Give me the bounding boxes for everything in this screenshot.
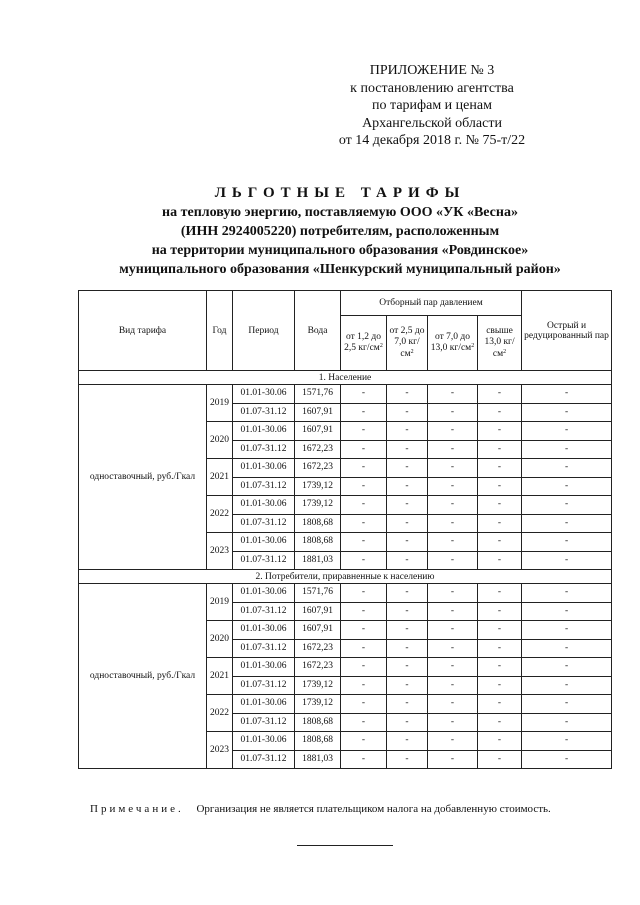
steam-value-cell: - <box>428 440 478 459</box>
steam-value-cell: - <box>478 440 522 459</box>
period-cell: 01.01-30.06 <box>233 533 295 552</box>
steam-value-cell: - <box>478 750 522 769</box>
period-cell: 01.07-31.12 <box>233 477 295 496</box>
steam-value-cell: - <box>478 602 522 621</box>
steam-value-cell: - <box>387 713 428 732</box>
steam-value-cell: - <box>387 440 428 459</box>
sharp-steam-value-cell: - <box>522 533 612 552</box>
title-line: на территории муниципального образования «Ровдинское» <box>151 243 529 258</box>
steam-value-cell: - <box>478 496 522 515</box>
year-cell: 2022 <box>207 496 233 533</box>
steam-value-cell: - <box>478 713 522 732</box>
header-sharp-steam: Острый и редуцированный пар <box>522 291 612 371</box>
steam-value-cell: - <box>428 602 478 621</box>
steam-value-cell: - <box>387 403 428 422</box>
year-cell: 2023 <box>207 533 233 570</box>
steam-value-cell: - <box>341 440 387 459</box>
header-water: Вода <box>295 291 341 371</box>
steam-value-cell: - <box>387 584 428 603</box>
year-cell: 2022 <box>207 695 233 732</box>
note-label: Примечание. <box>90 803 184 815</box>
section-row <box>79 570 612 584</box>
steam-value-cell: - <box>341 422 387 441</box>
steam-value-cell: - <box>428 403 478 422</box>
section-row <box>79 371 612 385</box>
header-steam-2: от 2,5 до 7,0 $кг/см^2$ <box>387 316 428 371</box>
appendix-block <box>302 62 562 150</box>
water-value-cell: 1808,68 <box>295 732 341 751</box>
sharp-steam-value-cell: - <box>522 440 612 459</box>
steam-value-cell: - <box>341 477 387 496</box>
sharp-steam-value-cell: - <box>522 621 612 640</box>
appendix-line: Архангельской области <box>362 115 502 131</box>
water-value-cell: 1672,23 <box>295 639 341 658</box>
water-value-cell: 1881,03 <box>295 551 341 570</box>
period-cell: 01.01-30.06 <box>233 621 295 640</box>
period-cell: 01.07-31.12 <box>233 551 295 570</box>
water-value-cell: 1739,12 <box>295 477 341 496</box>
steam-value-cell: - <box>341 713 387 732</box>
steam-value-cell: - <box>387 422 428 441</box>
sharp-steam-value-cell: - <box>522 584 612 603</box>
tariffs-table <box>78 290 612 769</box>
header-steam-1: от 1,2 до 2,5 $кг/см^2$ <box>341 316 387 371</box>
steam-value-cell: - <box>428 385 478 404</box>
period-cell: 01.07-31.12 <box>233 403 295 422</box>
steam-value-cell: - <box>428 639 478 658</box>
water-value-cell: 1739,12 <box>295 496 341 515</box>
steam-value-cell: - <box>428 514 478 533</box>
sharp-steam-value-cell: - <box>522 514 612 533</box>
steam-value-cell: - <box>341 676 387 695</box>
water-value-cell: 1808,68 <box>295 514 341 533</box>
steam-value-cell: - <box>341 750 387 769</box>
header-period: Период <box>233 291 295 371</box>
sharp-steam-value-cell: - <box>522 676 612 695</box>
steam-value-cell: - <box>387 477 428 496</box>
sharp-steam-value-cell: - <box>522 732 612 751</box>
water-value-cell: 1808,68 <box>295 533 341 552</box>
year-cell: 2020 <box>207 422 233 459</box>
steam-value-cell: - <box>387 639 428 658</box>
steam-value-cell: - <box>428 551 478 570</box>
steam-value-cell: - <box>478 422 522 441</box>
steam-value-cell: - <box>478 459 522 478</box>
period-cell: 01.01-30.06 <box>233 732 295 751</box>
appendix-line: к постановлению агентства <box>350 80 514 96</box>
steam-value-cell: - <box>387 621 428 640</box>
steam-value-cell: - <box>478 584 522 603</box>
steam-value-cell: - <box>341 459 387 478</box>
period-cell: 01.07-31.12 <box>233 514 295 533</box>
steam-value-cell: - <box>478 551 522 570</box>
steam-value-cell: - <box>428 477 478 496</box>
steam-value-cell: - <box>428 695 478 714</box>
water-value-cell: 1607,91 <box>295 621 341 640</box>
steam-value-cell: - <box>387 750 428 769</box>
sharp-steam-value-cell: - <box>522 477 612 496</box>
steam-value-cell: - <box>478 403 522 422</box>
year-cell: 2019 <box>207 385 233 422</box>
steam-value-cell: - <box>387 602 428 621</box>
steam-value-cell: - <box>387 551 428 570</box>
section-title: 1. Население <box>79 371 612 385</box>
sharp-steam-value-cell: - <box>522 459 612 478</box>
water-value-cell: 1739,12 <box>295 695 341 714</box>
period-cell: 01.01-30.06 <box>233 422 295 441</box>
steam-value-cell: - <box>478 514 522 533</box>
steam-value-cell: - <box>341 385 387 404</box>
sharp-steam-value-cell: - <box>522 602 612 621</box>
year-cell: 2021 <box>207 658 233 695</box>
period-cell: 01.01-30.06 <box>233 385 295 404</box>
tariff-type-cell: одноставочный, руб./Гкал <box>79 584 207 769</box>
tariffs-body <box>79 371 612 769</box>
water-value-cell: 1672,23 <box>295 658 341 677</box>
water-value-cell: 1607,91 <box>295 422 341 441</box>
title-line: муниципального образования «Шенкурский муниципальный район» <box>119 262 561 277</box>
sharp-steam-value-cell: - <box>522 695 612 714</box>
sharp-steam-value-cell: - <box>522 403 612 422</box>
water-value-cell: 1607,91 <box>295 403 341 422</box>
steam-value-cell: - <box>428 658 478 677</box>
period-cell: 01.07-31.12 <box>233 602 295 621</box>
steam-value-cell: - <box>341 551 387 570</box>
period-cell: 01.01-30.06 <box>233 695 295 714</box>
water-value-cell: 1571,76 <box>295 584 341 603</box>
steam-value-cell: - <box>478 477 522 496</box>
header-steam-3: от 7,0 до 13,0 $кг/см^2$ <box>428 316 478 371</box>
period-cell: 01.07-31.12 <box>233 440 295 459</box>
water-value-cell: 1881,03 <box>295 750 341 769</box>
period-cell: 01.07-31.12 <box>233 676 295 695</box>
table-row <box>79 385 612 404</box>
steam-value-cell: - <box>341 732 387 751</box>
steam-value-cell: - <box>341 639 387 658</box>
year-cell: 2021 <box>207 459 233 496</box>
document-title <box>60 184 620 279</box>
sharp-steam-value-cell: - <box>522 551 612 570</box>
steam-value-cell: - <box>478 695 522 714</box>
water-value-cell: 1739,12 <box>295 676 341 695</box>
header-year: Год <box>207 291 233 371</box>
steam-value-cell: - <box>428 621 478 640</box>
header-steam: Отборный пар давлением <box>341 291 522 316</box>
steam-value-cell: - <box>428 584 478 603</box>
period-cell: 01.01-30.06 <box>233 496 295 515</box>
steam-value-cell: - <box>387 533 428 552</box>
period-cell: 01.07-31.12 <box>233 750 295 769</box>
appendix-date: от 14 декабря 2018 г. № 75-т/22 <box>338 133 526 148</box>
period-cell: 01.07-31.12 <box>233 713 295 732</box>
year-cell: 2019 <box>207 584 233 621</box>
title-line: на тепловую энергию, поставляемую ООО «УК «Весна» <box>162 205 518 220</box>
steam-value-cell: - <box>478 676 522 695</box>
steam-value-cell: - <box>341 496 387 515</box>
steam-value-cell: - <box>341 533 387 552</box>
steam-value-cell: - <box>341 658 387 677</box>
steam-value-cell: - <box>341 514 387 533</box>
steam-value-cell: - <box>478 639 522 658</box>
tariff-type-cell: одноставочный, руб./Гкал <box>79 385 207 570</box>
steam-value-cell: - <box>387 732 428 751</box>
steam-value-cell: - <box>428 732 478 751</box>
period-cell: 01.01-30.06 <box>233 658 295 677</box>
appendix-title: ПРИЛОЖЕНИЕ № 3 <box>369 63 495 78</box>
table-row <box>79 584 612 603</box>
steam-value-cell: - <box>428 459 478 478</box>
steam-value-cell: - <box>341 584 387 603</box>
appendix-line: по тарифам и ценам <box>372 98 492 113</box>
steam-value-cell: - <box>341 621 387 640</box>
period-cell: 01.07-31.12 <box>233 639 295 658</box>
sharp-steam-value-cell: - <box>522 750 612 769</box>
steam-value-cell: - <box>478 658 522 677</box>
steam-value-cell: - <box>478 385 522 404</box>
steam-value-cell: - <box>387 514 428 533</box>
divider-line <box>297 845 393 846</box>
sharp-steam-value-cell: - <box>522 639 612 658</box>
header-steam-4: свыше 13,0 $кг/см^2$ <box>478 316 522 371</box>
title-line: (ИНН 2924005220) потребителям, расположенным <box>180 224 500 239</box>
water-value-cell: 1808,68 <box>295 713 341 732</box>
steam-value-cell: - <box>428 713 478 732</box>
sharp-steam-value-cell: - <box>522 385 612 404</box>
water-value-cell: 1607,91 <box>295 602 341 621</box>
steam-value-cell: - <box>387 459 428 478</box>
year-cell: 2020 <box>207 621 233 658</box>
steam-value-cell: - <box>387 385 428 404</box>
sharp-steam-value-cell: - <box>522 713 612 732</box>
year-cell: 2023 <box>207 732 233 769</box>
water-value-cell: 1571,76 <box>295 385 341 404</box>
note-text: Организация не является плательщиком налога на добавленную стоимость. <box>196 803 551 815</box>
period-cell: 01.01-30.06 <box>233 459 295 478</box>
steam-value-cell: - <box>341 602 387 621</box>
steam-value-cell: - <box>387 695 428 714</box>
steam-value-cell: - <box>428 422 478 441</box>
steam-value-cell: - <box>387 496 428 515</box>
note <box>90 803 551 815</box>
steam-value-cell: - <box>478 732 522 751</box>
steam-value-cell: - <box>387 676 428 695</box>
steam-value-cell: - <box>478 533 522 552</box>
steam-value-cell: - <box>428 533 478 552</box>
steam-value-cell: - <box>341 403 387 422</box>
period-cell: 01.01-30.06 <box>233 584 295 603</box>
water-value-cell: 1672,23 <box>295 459 341 478</box>
steam-value-cell: - <box>341 695 387 714</box>
section-title: 2. Потребители, приравненные к населению <box>79 570 612 584</box>
water-value-cell: 1672,23 <box>295 440 341 459</box>
steam-value-cell: - <box>428 750 478 769</box>
title-main: ЛЬГОТНЫЕ ТАРИФЫ <box>214 185 466 201</box>
sharp-steam-value-cell: - <box>522 658 612 677</box>
steam-value-cell: - <box>428 676 478 695</box>
steam-value-cell: - <box>387 658 428 677</box>
sharp-steam-value-cell: - <box>522 422 612 441</box>
header-tariff-type: Вид тарифа <box>79 291 207 371</box>
steam-value-cell: - <box>428 496 478 515</box>
sharp-steam-value-cell: - <box>522 496 612 515</box>
steam-value-cell: - <box>478 621 522 640</box>
